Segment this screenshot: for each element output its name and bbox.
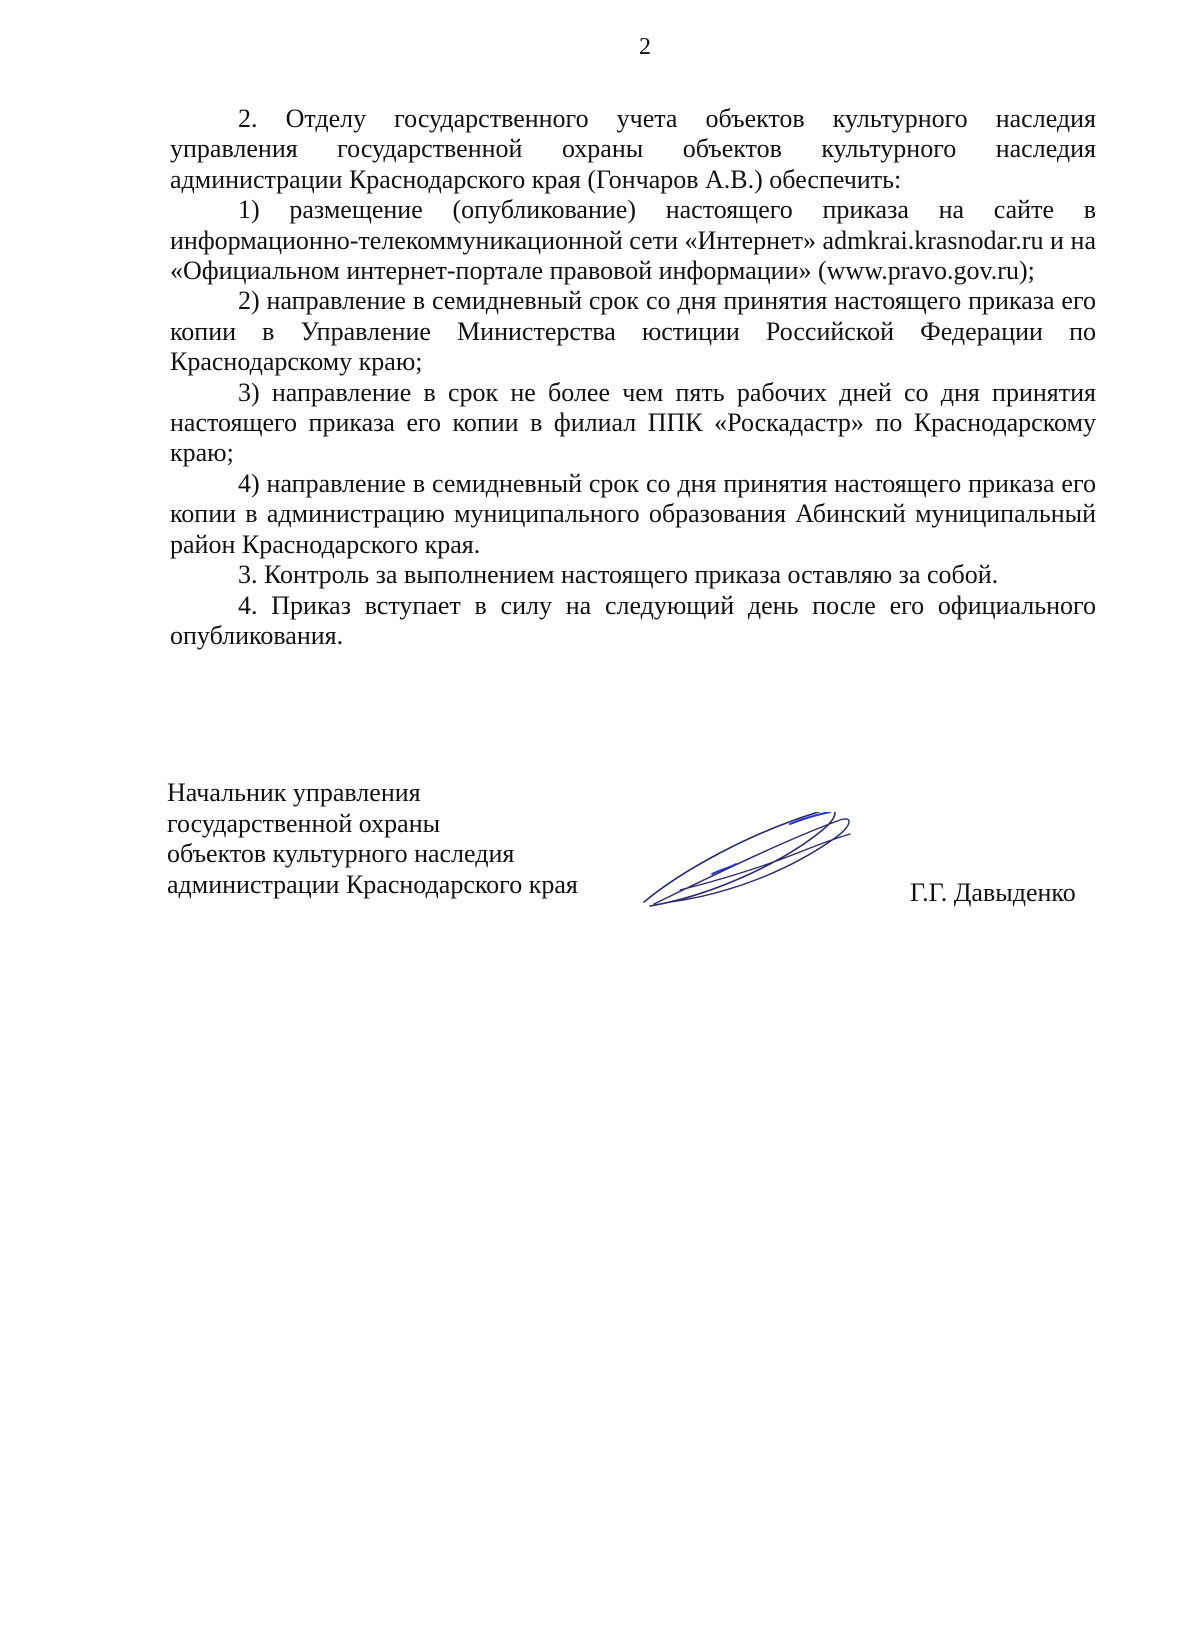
signature-stroke	[680, 834, 850, 890]
paragraph-subitem-2: 2) направление в семидневный срок со дня принятия настоящего приказа его копии в Управление Министерства юстиции Российской Федерации по Краснодарскому краю;	[170, 286, 1096, 377]
position-line: объектов культурного наследия	[167, 839, 515, 868]
signature-stroke	[790, 812, 830, 824]
document-body	[170, 104, 1096, 651]
paragraph-item-2: 2. Отделу государственного учета объектов культурного наследия управления государственной охраны объектов культурного наследия администрации Краснодарского края (Гончаров А.В.) обеспечить:	[170, 104, 1096, 194]
paragraph-subitem-4: 4) направление в семидневный срок со дня принятия настоящего приказа его копии в администрацию муниципального образования Абинский муниципальный район Краснодарского края.	[170, 468, 1096, 559]
signature-stroke	[644, 812, 835, 906]
signature-stroke	[712, 864, 736, 874]
position-line: Начальник управления	[167, 778, 421, 807]
handwritten-signature	[640, 812, 880, 932]
position-line: государственной охраны	[167, 808, 441, 838]
position-line: администрации Краснодарского края	[167, 869, 578, 899]
signatory-position	[167, 778, 578, 900]
signer-name: Г.Г. Давыденко	[910, 878, 1076, 907]
paragraph-item-4: 4. Приказ вступает в силу на следующий день после его официального опубликования.	[170, 590, 1096, 650]
page-number: 2	[639, 34, 651, 60]
paragraph-item-3: 3. Контроль за выполнением настоящего приказа оставляю за собой.	[238, 560, 999, 590]
paragraph-subitem-1: 1) размещение (опубликование) настоящего приказа на сайте в информационно-телекоммуникационной сети «Интернет» admkrai.krasnodar.ru и на «Официальном интернет-портале правовой информации» (www.pravo.gov.ru);	[170, 195, 1096, 286]
paragraph-subitem-3: 3) направление в срок не более чем пять рабочих дней со дня принятия настоящего приказа его копии в филиал ППК «Роскадастр» по Краснодарскому краю;	[170, 377, 1096, 468]
